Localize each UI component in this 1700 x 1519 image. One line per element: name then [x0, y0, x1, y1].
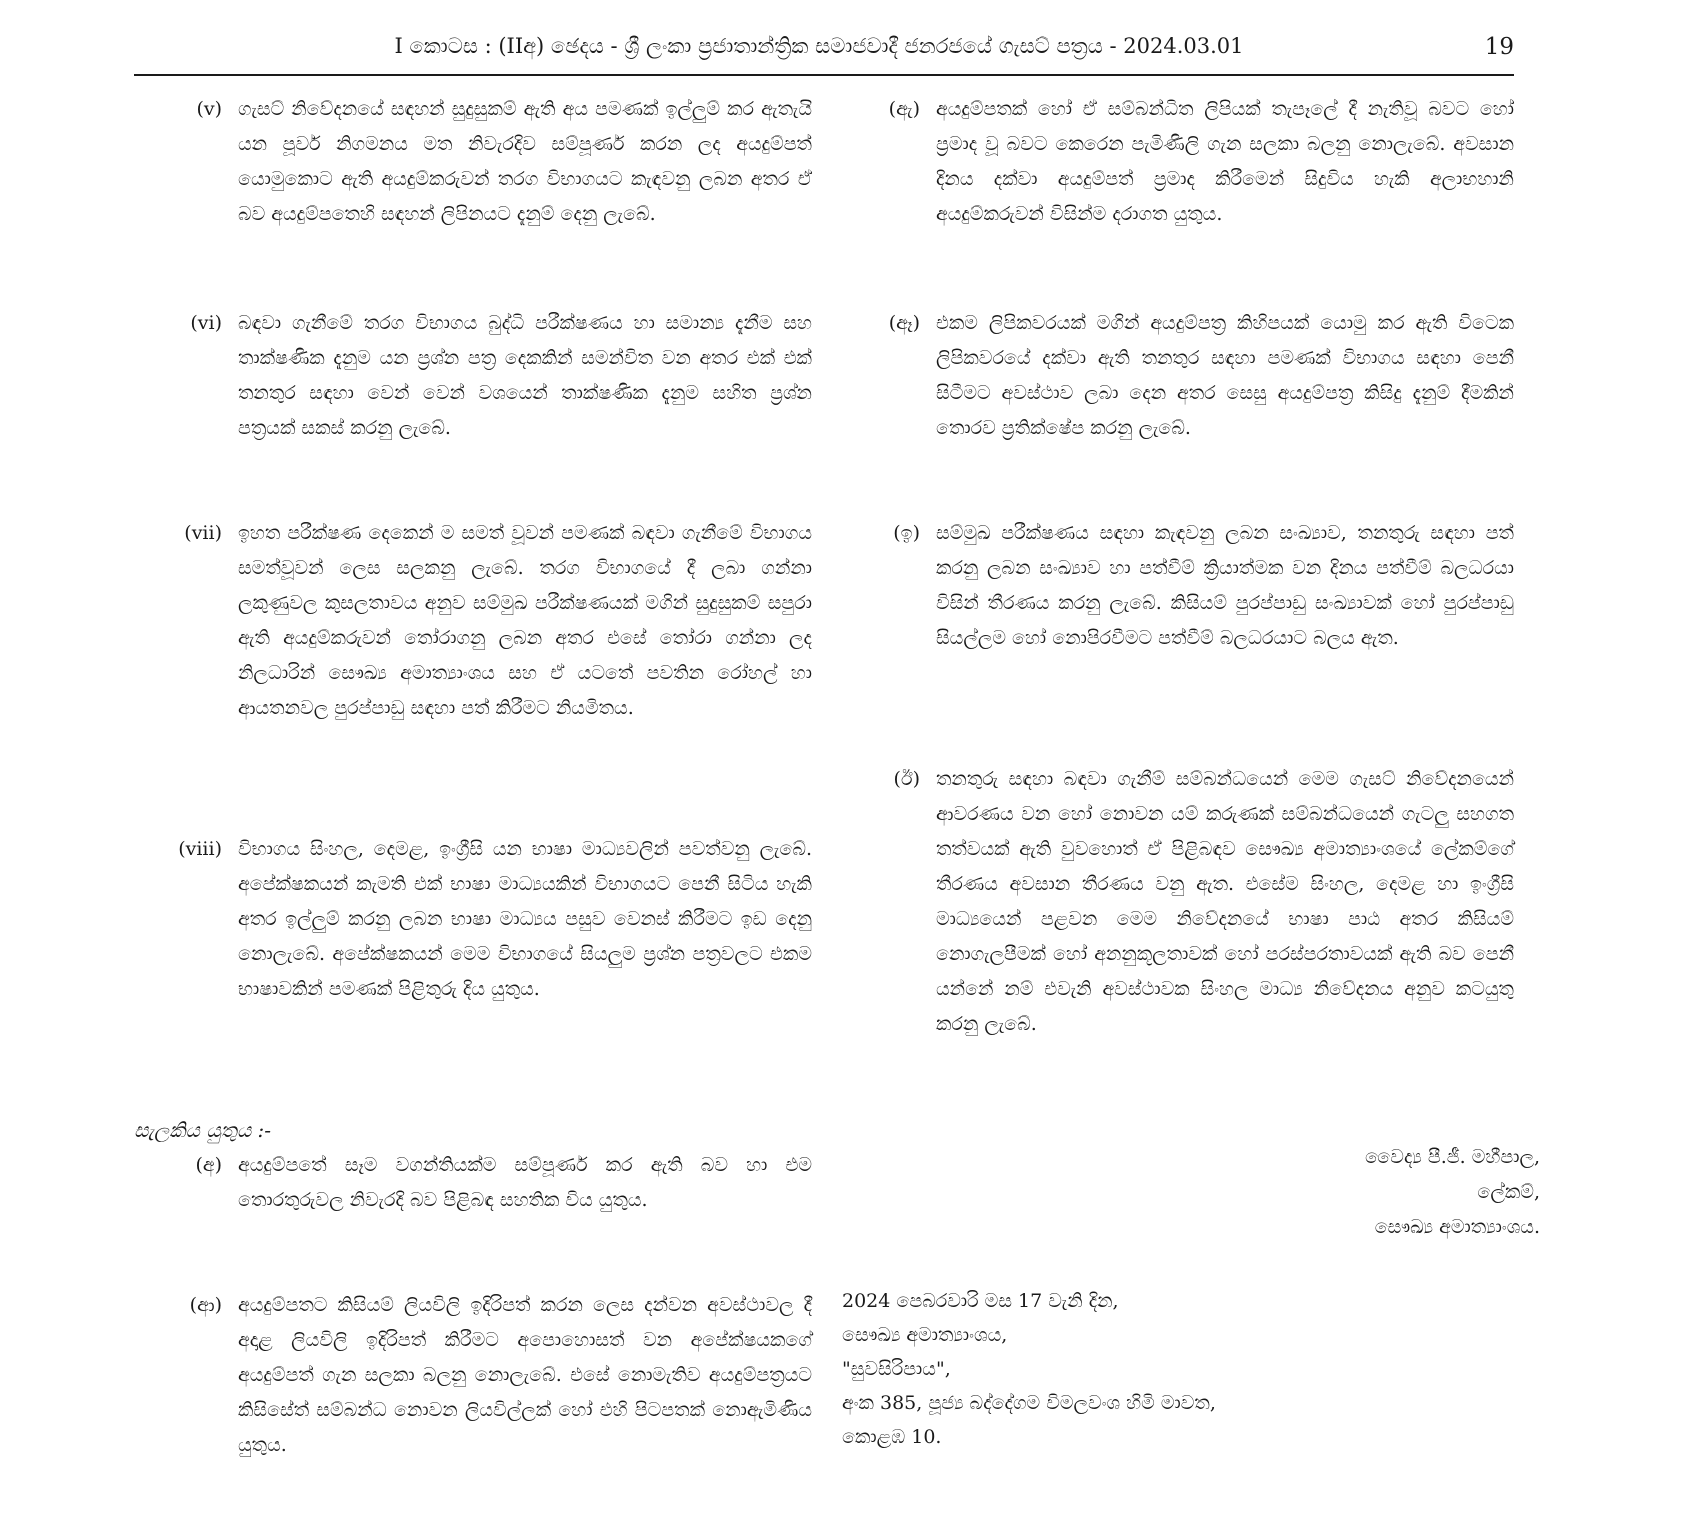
clause-text: විභාගය සිංහල, දෙමළ, ඉංග්‍රීසි යන භාෂා මාධ්‍යවලින් පවත්වනු ලැබේ. අපේක්ෂකයන් කැමති එක් භාෂා මාධ්‍යයකින් විභාගයට පෙනී සිටිය හැකි අතර ඉල්ලුම් කරනු ලබන භාෂා මාධ්‍යය පසුව වෙනස් කිරීමට ඉඩ දෙනු නොලැබේ. අපේක්ෂකයන් මෙම විභාගයේ සියලුම ප්‍රශ්න පත්‍රවලට එකම භාෂාවකින් පමණක් පිළිතුරු දිය යුතුය.	[238, 838, 812, 1000]
note-heading: සැලකිය යුතුය :-	[134, 1118, 272, 1142]
clause-number: (vi)	[190, 312, 222, 334]
address-city: කොළඹ 10.	[842, 1426, 942, 1448]
clause-v	[134, 92, 812, 232]
clause-number: (viii)	[178, 838, 222, 860]
clause-ii	[860, 762, 1514, 1042]
address-street: අංක 385, පූජ්‍ය බද්දේගම විමලවංශ හිමි මාවත,	[842, 1392, 1216, 1414]
clause-text: අයදුම්පතක් හෝ ඒ සම්බන්ධිත ලිපියක් තැපෑලේ දී නැතිවූ බවට හෝ ප්‍රමාද වූ බවට කෙරෙන පැමිණිලි ගැන සලකා බලනු නොලැබේ. අවසාන දිනය දක්වා අයදුම්පත් ප්‍රමාද කිරීමෙන් සිදුවිය හැකි අලාභහානි අයදුම්කරුවන් විසින්ම දරාගත යුතුය.	[936, 98, 1514, 225]
clause-text: තනතුරු සඳහා බඳවා ගැනීම් සම්බන්ධයෙන් මෙම ගැසට් නිවේදනයෙන් ආවරණය වන හෝ නොවන යම් කරුණක් සම්බන්ධයෙන් ගැටලු සහගත තත්වයක් ඇති වුවහොත් ඒ පිළිබඳව සෞඛ්‍ය අමාත්‍යාංශයේ ලේකම්ගේ තීරණය අවසාන තීරණය වනු ඇත. එසේම සිංහල, දෙමළ හා ඉංග්‍රීසි මාධ්‍යයෙන් පළවන මෙම නිවේදනයේ භාෂා පාඨ අතර කිසියම් නොගැලපීමක් හෝ අනනුකූලතාවක් හෝ පරස්පරතාවයක් ඇති බව පෙනී යන්නේ නම් එවැනි අවස්ථාවක සිංහල මාධ්‍ය නිවේදනය අනුව කටයුතු කරනු ලැබේ.	[936, 768, 1514, 1035]
clause-text: බඳවා ගැනීමේ තරග විභාගය බුද්ධි පරීක්ෂණය හා සමාන්‍ය දැනීම සහ තාක්ෂණික දැනුම යන ප්‍රශ්න පත්‍ර දෙකකින් සමන්විත වන අතර එක් එක් තනතුර සඳහා වෙන් වෙන් වශයෙන් තාක්ෂණික දැනුම සහිත ප්‍රශ්න පත්‍රයක් සකස් කරනු ලැබේ.	[238, 312, 812, 439]
signature-block	[1180, 1140, 1540, 1245]
clause-ae	[860, 92, 1514, 232]
address-block	[842, 1284, 1482, 1454]
page-header	[134, 24, 1514, 74]
clause-text: සම්මුඛ පරීක්ෂණය සඳහා කැඳවනු ලබන සංඛ්‍යාව, තනතුරු සඳහා පත් කරනු ලබන සංඛ්‍යාව හා පත්වීම් ක්‍රියාත්මක වන දිනය පත්වීම් බලධරයා විසින් තීරණය කරනු ලැබේ. කිසියම් පුරප්පාඩු සංඛ්‍යාවක් හෝ පුරප්පාඩු සියල්ලම හෝ නොපිරවීමට පත්වීම් බලධරයාට බලය ඇත.	[936, 522, 1514, 649]
clause-text: ගැසට් නිවේදනයේ සඳහන් සුදුසුකම් ඇති අය පමණක් ඉල්ලුම් කර ඇතැයි යන පූර්ව නිගමනය මත නිවැරදිව සම්පූර්ණ කරන ලද අයදුම්පත් යොමුකොට ඇති අයදුම්කරුවන් තරග විභාගයට කැඳවනු ලබන අතර ඒ බව අයදුම්පතෙහි සඳහන් ලිපිනයට දැනුම් දෙනු ලැබේ.	[238, 98, 812, 225]
clause-aae	[860, 306, 1514, 446]
address-office: සෞඛ්‍ය අමාත්‍යාංශය,	[842, 1324, 1008, 1346]
signatory-title: ලේකම්,	[1477, 1181, 1540, 1203]
clause-vi	[134, 306, 812, 446]
clause-text: අයදුම්පතේ සෑම වගන්තියක්ම සම්පූර්ණ කර ඇති බව හා එම තොරතුරුවල නිවැරදි බව පිළිබඳ සහතික විය යුතුය.	[238, 1154, 812, 1211]
signatory-ministry: සෞඛ්‍ය අමාත්‍යාංශය.	[1374, 1216, 1540, 1238]
clause-number: (vii)	[184, 522, 222, 544]
clause-vii	[134, 516, 812, 726]
clause-viii	[134, 832, 812, 1007]
clause-number: (අ)	[195, 1154, 222, 1176]
signatory-name: වෛද්‍ය පී.ජී. මහීපාල,	[1364, 1146, 1540, 1168]
note-clause-aa	[134, 1288, 812, 1463]
clause-number: (ඈ)	[888, 312, 920, 334]
clause-text: එකම ලිපිකවරයක් මගින් අයදුම්පත්‍ර කිහිපයක් යොමු කර ඇති විටෙක ලිපිකවරයේ දක්වා ඇති තනතුර සඳහා පමණක් විභාගය සඳහා පෙනී සිටීමට අවස්ථාව ලබා දෙන අතර සෙසු අයදුම්පත්‍ර කිසිදු දැනුම් දීමකින් තොරව ප්‍රතික්ෂේප කරනු ලැබේ.	[936, 312, 1514, 439]
note-clause-a	[134, 1148, 812, 1218]
issue-date: 2024 පෙබරවාරි මස 17 වැනි දින,	[842, 1290, 1119, 1312]
clause-number: (ඇ)	[888, 98, 920, 120]
clause-text: ඉහත පරීක්ෂණ දෙකෙන් ම සමත් වූවන් පමණක් බඳවා ගැනීමේ විභාගය සමත්වූවන් ලෙස සලකනු ලැබේ. තරග විභාගයේ දී ලබා ගන්නා ලකුණුවල කුසලතාවය අනුව සම්මුඛ පරීක්ෂණයක් මගින් සුදුසුකම් සපුරා ඇති අයදුම්කරුවන් තෝරාගනු ලබන අතර එසේ තෝරා ගන්නා ලද නිලධාරින් සෞඛ්‍ය අමාත්‍යාංශය සහ ඒ යටතේ පවතින රෝහල් හා ආයතනවල පුරප්පාඩු සඳහා පත් කිරීමට නියමිතය.	[238, 522, 812, 719]
clause-i	[860, 516, 1514, 656]
address-building: "සුවසිරිපාය",	[842, 1358, 951, 1380]
header-divider	[134, 74, 1514, 76]
clause-number: (ආ)	[189, 1294, 222, 1316]
clause-number: (ඉ)	[893, 522, 920, 544]
clause-number: (v)	[196, 98, 222, 120]
clause-text: අයදුම්පතට කිසියම් ලියවිලි ඉදිරිපත් කරන ලෙස දන්වන අවස්ථාවල දී අදාළ ලියවිලි ඉදිරිපත් කිරීමට අපොහොසත් වන අපේක්ෂයකගේ අයදුම්පත් ගැන සලකා බලනු නොලැබේ. එසේ නොමැතිව අයදුම්පත්‍රයට කිසිසේත් සම්බන්ධ නොවන ලියවිල්ලක් හෝ එහි පිටපතක් නොඇමිණිය යුතුය.	[238, 1294, 812, 1456]
clause-number: (ඊ)	[893, 768, 920, 790]
page-number: 19	[1484, 34, 1514, 60]
gazette-header-title: I කොටස : (IIඅ) ඡෙදය - ශ්‍රී ලංකා ප්‍රජාතාන්ත්‍රික සමාජවාදී ජනරජයේ ගැසට් පත්‍රය - 2024.03.01	[394, 34, 1244, 58]
